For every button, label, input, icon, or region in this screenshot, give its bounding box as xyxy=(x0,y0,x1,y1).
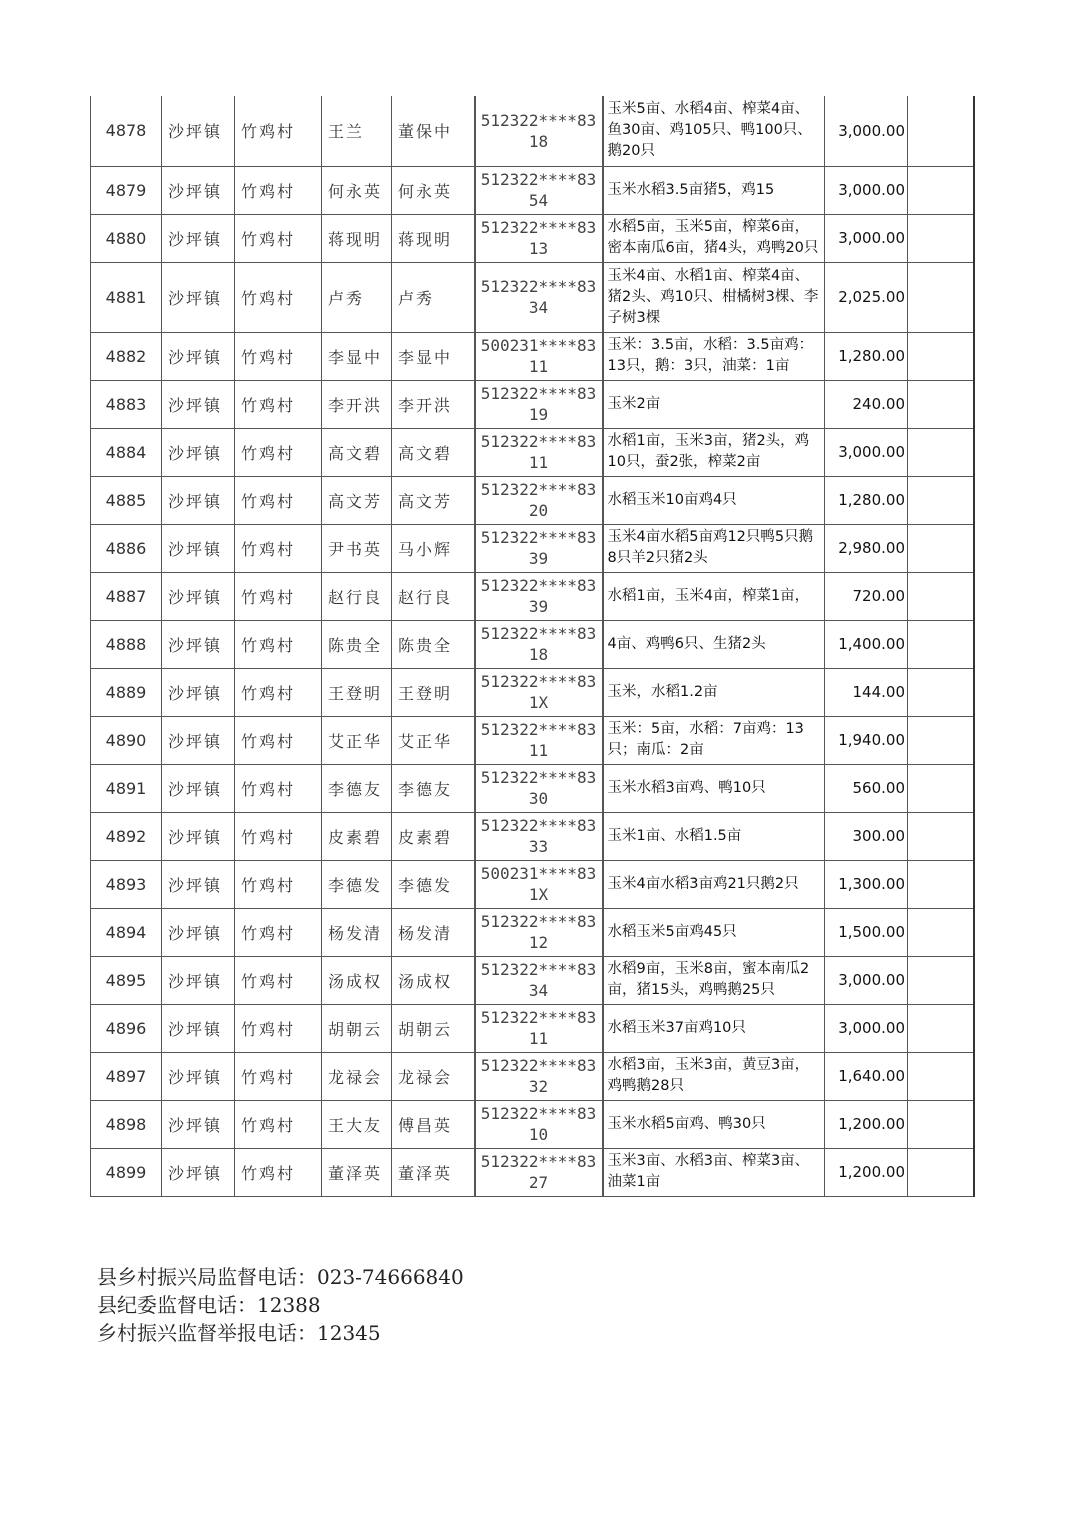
recipient-name-cell: 李德友 xyxy=(322,764,392,812)
table-row xyxy=(91,572,974,620)
recipient-name-cell: 李开洪 xyxy=(322,380,392,428)
row-index: 4889 xyxy=(91,668,162,716)
remarks-cell xyxy=(908,716,974,764)
householder-cell: 高文碧 xyxy=(392,428,475,476)
recipient-name-cell: 艾正华 xyxy=(322,716,392,764)
township-cell: 沙坪镇 xyxy=(162,812,235,860)
recipient-name-cell: 李德发 xyxy=(322,860,392,908)
id-number-line1: 512322****83 xyxy=(480,432,597,451)
householder-cell: 杨发清 xyxy=(392,908,475,956)
remarks-cell xyxy=(908,380,974,428)
subsidy-amount-cell: 144.00 xyxy=(825,668,908,716)
village-cell: 竹鸡村 xyxy=(235,524,322,572)
row-index: 4898 xyxy=(91,1100,162,1148)
id-number-line2: 19 xyxy=(528,405,549,424)
table-row xyxy=(91,860,974,908)
householder-cell: 陈贵全 xyxy=(392,620,475,668)
township-cell: 沙坪镇 xyxy=(162,214,235,262)
subsidy-amount-cell: 3,000.00 xyxy=(825,214,908,262)
township-cell: 沙坪镇 xyxy=(162,860,235,908)
remarks-cell xyxy=(908,262,974,332)
id-number-cell xyxy=(475,96,603,166)
recipient-name-cell: 陈贵全 xyxy=(322,620,392,668)
remarks-cell xyxy=(908,428,974,476)
id-number-line1: 512322****83 xyxy=(480,1104,597,1123)
village-cell: 竹鸡村 xyxy=(235,812,322,860)
id-number-cell xyxy=(475,620,603,668)
id-number-cell xyxy=(475,524,603,572)
id-number-cell xyxy=(475,956,603,1004)
report-hotline-phone: 乡村振兴监督举报电话：12345 xyxy=(97,1321,381,1345)
recipient-name-cell: 蒋现明 xyxy=(322,214,392,262)
recipient-name-cell: 董泽英 xyxy=(322,1148,392,1196)
id-number-line1: 512322****83 xyxy=(480,816,597,835)
township-cell: 沙坪镇 xyxy=(162,764,235,812)
village-cell: 竹鸡村 xyxy=(235,620,322,668)
id-number-line2: 18 xyxy=(528,645,549,664)
householder-cell: 马小辉 xyxy=(392,524,475,572)
id-number-line1: 512322****83 xyxy=(480,480,597,499)
householder-cell: 胡朝云 xyxy=(392,1004,475,1052)
id-number-line1: 512322****83 xyxy=(480,170,597,189)
supervision-contacts xyxy=(97,1263,464,1347)
subsidy-amount-cell: 1,200.00 xyxy=(825,1100,908,1148)
id-number-line1: 512322****83 xyxy=(480,960,597,979)
recipient-name-cell: 王登明 xyxy=(322,668,392,716)
householder-cell: 蒋现明 xyxy=(392,214,475,262)
table-row xyxy=(91,1148,974,1196)
production-description-cell: 玉米水稻3.5亩猪5，鸡15 xyxy=(603,166,825,214)
village-cell: 竹鸡村 xyxy=(235,166,322,214)
id-number-line2: 20 xyxy=(528,501,549,520)
subsidy-amount-cell: 1,300.00 xyxy=(825,860,908,908)
id-number-cell xyxy=(475,716,603,764)
production-description-cell: 玉米，水稻1.2亩 xyxy=(603,668,825,716)
village-cell: 竹鸡村 xyxy=(235,262,322,332)
row-index: 4893 xyxy=(91,860,162,908)
householder-cell: 李德发 xyxy=(392,860,475,908)
row-index: 4881 xyxy=(91,262,162,332)
recipient-name-cell: 高文芳 xyxy=(322,476,392,524)
table-row xyxy=(91,262,974,332)
production-description-cell: 玉米水稻5亩鸡、鸭30只 xyxy=(603,1100,825,1148)
id-number-line2: 10 xyxy=(528,1125,549,1144)
id-number-cell xyxy=(475,1052,603,1100)
table-row xyxy=(91,524,974,572)
id-number-line1: 512322****83 xyxy=(480,110,597,130)
table-row xyxy=(91,716,974,764)
production-description-cell: 水稻1亩，玉米4亩，榨菜1亩， xyxy=(603,572,825,620)
remarks-cell xyxy=(908,668,974,716)
subsidy-amount-cell: 2,980.00 xyxy=(825,524,908,572)
id-number-line1: 512322****83 xyxy=(480,672,597,691)
row-index: 4885 xyxy=(91,476,162,524)
row-index: 4899 xyxy=(91,1148,162,1196)
table-row xyxy=(91,908,974,956)
rural-revitalization-bureau-phone: 县乡村振兴局监督电话：023-74666840 xyxy=(97,1265,464,1289)
row-index: 4887 xyxy=(91,572,162,620)
table-row xyxy=(91,1004,974,1052)
village-cell: 竹鸡村 xyxy=(235,96,322,166)
table-row xyxy=(91,476,974,524)
id-number-line2: 33 xyxy=(528,837,549,856)
table-row xyxy=(91,812,974,860)
remarks-cell xyxy=(908,956,974,1004)
id-number-line2: 32 xyxy=(528,1077,549,1096)
remarks-cell xyxy=(908,764,974,812)
id-number-line1: 500231****83 xyxy=(480,864,597,883)
remarks-cell xyxy=(908,332,974,380)
id-number-cell xyxy=(475,262,603,332)
township-cell: 沙坪镇 xyxy=(162,96,235,166)
id-number-cell xyxy=(475,1100,603,1148)
township-cell: 沙坪镇 xyxy=(162,380,235,428)
id-number-line2: 39 xyxy=(528,549,549,568)
householder-cell: 王登明 xyxy=(392,668,475,716)
township-cell: 沙坪镇 xyxy=(162,524,235,572)
village-cell: 竹鸡村 xyxy=(235,572,322,620)
id-number-line1: 512322****83 xyxy=(480,624,597,643)
subsidy-amount-cell: 560.00 xyxy=(825,764,908,812)
township-cell: 沙坪镇 xyxy=(162,428,235,476)
subsidy-amount-cell: 1,500.00 xyxy=(825,908,908,956)
id-number-cell xyxy=(475,166,603,214)
id-number-cell xyxy=(475,668,603,716)
householder-cell: 董泽英 xyxy=(392,1148,475,1196)
village-cell: 竹鸡村 xyxy=(235,332,322,380)
remarks-cell xyxy=(908,166,974,214)
township-cell: 沙坪镇 xyxy=(162,620,235,668)
remarks-cell xyxy=(908,860,974,908)
id-number-cell xyxy=(475,476,603,524)
remarks-cell xyxy=(908,572,974,620)
subsidy-amount-cell: 3,000.00 xyxy=(825,96,908,166)
id-number-line2: 18 xyxy=(528,131,549,151)
householder-cell: 高文芳 xyxy=(392,476,475,524)
production-description-cell: 水稻5亩，玉米5亩，榨菜6亩，密本南瓜6亩，猪4头，鸡鸭20只 xyxy=(603,214,825,262)
householder-cell: 卢秀 xyxy=(392,262,475,332)
remarks-cell xyxy=(908,96,974,166)
id-number-line2: 1X xyxy=(528,693,549,712)
township-cell: 沙坪镇 xyxy=(162,332,235,380)
remarks-cell xyxy=(908,1100,974,1148)
production-description-cell: 玉米2亩 xyxy=(603,380,825,428)
village-cell: 竹鸡村 xyxy=(235,908,322,956)
id-number-cell xyxy=(475,332,603,380)
subsidy-amount-cell: 3,000.00 xyxy=(825,428,908,476)
recipient-name-cell: 胡朝云 xyxy=(322,1004,392,1052)
subsidy-amount-cell: 1,640.00 xyxy=(825,1052,908,1100)
table-row xyxy=(91,166,974,214)
village-cell: 竹鸡村 xyxy=(235,476,322,524)
remarks-cell xyxy=(908,524,974,572)
village-cell: 竹鸡村 xyxy=(235,1100,322,1148)
township-cell: 沙坪镇 xyxy=(162,1052,235,1100)
remarks-cell xyxy=(908,1004,974,1052)
village-cell: 竹鸡村 xyxy=(235,764,322,812)
id-number-line2: 11 xyxy=(528,741,549,760)
householder-cell: 李显中 xyxy=(392,332,475,380)
row-index: 4878 xyxy=(91,96,162,166)
production-description-cell: 水稻玉米37亩鸡10只 xyxy=(603,1004,825,1052)
recipient-name-cell: 赵行良 xyxy=(322,572,392,620)
production-description-cell: 4亩、鸡鸭6只、生猪2头 xyxy=(603,620,825,668)
id-number-cell xyxy=(475,908,603,956)
village-cell: 竹鸡村 xyxy=(235,214,322,262)
id-number-line2: 39 xyxy=(528,597,549,616)
id-number-line2: 11 xyxy=(528,453,549,472)
row-index: 4880 xyxy=(91,214,162,262)
table-row xyxy=(91,1100,974,1148)
id-number-line1: 512322****83 xyxy=(480,1056,597,1075)
subsidy-amount-cell: 1,280.00 xyxy=(825,476,908,524)
householder-cell: 董保中 xyxy=(392,96,475,166)
id-number-line2: 30 xyxy=(528,789,549,808)
production-description-cell: 玉米4亩水稻5亩鸡12只鸭5只鹅8只羊2只猪2头 xyxy=(603,524,825,572)
remarks-cell xyxy=(908,620,974,668)
township-cell: 沙坪镇 xyxy=(162,572,235,620)
production-description-cell: 水稻玉米10亩鸡4只 xyxy=(603,476,825,524)
id-number-cell xyxy=(475,1148,603,1196)
village-cell: 竹鸡村 xyxy=(235,428,322,476)
recipient-name-cell: 卢秀 xyxy=(322,262,392,332)
production-description-cell: 水稻9亩，玉米8亩，蜜本南瓜2亩，猪15头，鸡鸭鹅25只 xyxy=(603,956,825,1004)
production-description-cell: 玉米：3.5亩，水稻：3.5亩鸡：13只，鹅：3只，油菜：1亩 xyxy=(603,332,825,380)
production-description-cell: 水稻1亩，玉米3亩，猪2头，鸡10只，蚕2张，榨菜2亩 xyxy=(603,428,825,476)
township-cell: 沙坪镇 xyxy=(162,668,235,716)
subsidy-amount-cell: 1,400.00 xyxy=(825,620,908,668)
id-number-line1: 512322****83 xyxy=(480,1152,597,1171)
remarks-cell xyxy=(908,1148,974,1196)
production-description-cell: 水稻玉米5亩鸡45只 xyxy=(603,908,825,956)
householder-cell: 傅昌英 xyxy=(392,1100,475,1148)
table-row xyxy=(91,1052,974,1100)
householder-cell: 李德友 xyxy=(392,764,475,812)
village-cell: 竹鸡村 xyxy=(235,716,322,764)
village-cell: 竹鸡村 xyxy=(235,1052,322,1100)
production-description-cell: 玉米4亩水稻3亩鸡21只鹅2只 xyxy=(603,860,825,908)
subsidy-table-body xyxy=(91,96,974,1196)
discipline-commission-phone: 县纪委监督电话：12388 xyxy=(97,1293,321,1317)
subsidy-amount-cell: 3,000.00 xyxy=(825,166,908,214)
id-number-line1: 512322****83 xyxy=(480,912,597,931)
id-number-line1: 512322****83 xyxy=(480,720,597,739)
table-row xyxy=(91,956,974,1004)
table-row xyxy=(91,332,974,380)
row-index: 4896 xyxy=(91,1004,162,1052)
recipient-name-cell: 杨发清 xyxy=(322,908,392,956)
row-index: 4890 xyxy=(91,716,162,764)
id-number-line1: 512322****83 xyxy=(480,768,597,787)
householder-cell: 赵行良 xyxy=(392,572,475,620)
village-cell: 竹鸡村 xyxy=(235,860,322,908)
village-cell: 竹鸡村 xyxy=(235,1148,322,1196)
row-index: 4894 xyxy=(91,908,162,956)
recipient-name-cell: 王兰 xyxy=(322,96,392,166)
table-row xyxy=(91,668,974,716)
production-description-cell: 玉米水稻3亩鸡、鸭10只 xyxy=(603,764,825,812)
householder-cell: 何永英 xyxy=(392,166,475,214)
id-number-line2: 12 xyxy=(528,933,549,952)
id-number-line2: 11 xyxy=(528,1029,549,1048)
row-index: 4882 xyxy=(91,332,162,380)
householder-cell: 龙禄会 xyxy=(392,1052,475,1100)
village-cell: 竹鸡村 xyxy=(235,380,322,428)
id-number-cell xyxy=(475,380,603,428)
township-cell: 沙坪镇 xyxy=(162,1004,235,1052)
table-row xyxy=(91,620,974,668)
subsidy-amount-cell: 1,200.00 xyxy=(825,1148,908,1196)
row-index: 4883 xyxy=(91,380,162,428)
id-number-cell xyxy=(475,428,603,476)
id-number-line2: 11 xyxy=(528,357,549,376)
id-number-line2: 13 xyxy=(528,239,549,258)
township-cell: 沙坪镇 xyxy=(162,262,235,332)
subsidy-amount-cell: 1,940.00 xyxy=(825,716,908,764)
subsidy-amount-cell: 3,000.00 xyxy=(825,956,908,1004)
recipient-name-cell: 王大友 xyxy=(322,1100,392,1148)
township-cell: 沙坪镇 xyxy=(162,1148,235,1196)
table-row xyxy=(91,764,974,812)
subsidy-table xyxy=(90,96,975,1197)
householder-cell: 艾正华 xyxy=(392,716,475,764)
remarks-cell xyxy=(908,908,974,956)
row-index: 4886 xyxy=(91,524,162,572)
township-cell: 沙坪镇 xyxy=(162,716,235,764)
township-cell: 沙坪镇 xyxy=(162,1100,235,1148)
id-number-line1: 512322****83 xyxy=(480,528,597,547)
id-number-line1: 512322****83 xyxy=(480,384,597,403)
subsidy-amount-cell: 2,025.00 xyxy=(825,262,908,332)
id-number-line1: 512322****83 xyxy=(480,218,597,237)
table-row xyxy=(91,428,974,476)
row-index: 4884 xyxy=(91,428,162,476)
id-number-line2: 34 xyxy=(528,981,549,1000)
id-number-line1: 512322****83 xyxy=(480,1008,597,1027)
id-number-cell xyxy=(475,572,603,620)
id-number-line2: 54 xyxy=(528,191,549,210)
id-number-cell xyxy=(475,1004,603,1052)
remarks-cell xyxy=(908,214,974,262)
row-index: 4888 xyxy=(91,620,162,668)
table-row xyxy=(91,214,974,262)
table-row xyxy=(91,96,974,166)
id-number-line2: 1X xyxy=(528,885,549,904)
householder-cell: 皮素碧 xyxy=(392,812,475,860)
production-description-cell: 玉米：5亩，水稻：7亩鸡：13只；南瓜：2亩 xyxy=(603,716,825,764)
row-index: 4892 xyxy=(91,812,162,860)
id-number-line1: 500231****83 xyxy=(480,336,597,355)
row-index: 4895 xyxy=(91,956,162,1004)
subsidy-amount-cell: 300.00 xyxy=(825,812,908,860)
id-number-line2: 34 xyxy=(528,298,549,317)
householder-cell: 汤成权 xyxy=(392,956,475,1004)
production-description-cell: 水稻3亩，玉米3亩，黄豆3亩，鸡鸭鹅28只 xyxy=(603,1052,825,1100)
row-index: 4879 xyxy=(91,166,162,214)
recipient-name-cell: 高文碧 xyxy=(322,428,392,476)
township-cell: 沙坪镇 xyxy=(162,908,235,956)
production-description-cell: 玉米3亩、水稻3亩、榨菜3亩、油菜1亩 xyxy=(603,1148,825,1196)
id-number-cell xyxy=(475,812,603,860)
subsidy-amount-cell: 720.00 xyxy=(825,572,908,620)
village-cell: 竹鸡村 xyxy=(235,668,322,716)
subsidy-amount-cell: 3,000.00 xyxy=(825,1004,908,1052)
recipient-name-cell: 李显中 xyxy=(322,332,392,380)
id-number-cell xyxy=(475,860,603,908)
subsidy-amount-cell: 1,280.00 xyxy=(825,332,908,380)
id-number-line1: 512322****83 xyxy=(480,576,597,595)
township-cell: 沙坪镇 xyxy=(162,956,235,1004)
township-cell: 沙坪镇 xyxy=(162,166,235,214)
row-index: 4891 xyxy=(91,764,162,812)
table-row xyxy=(91,380,974,428)
recipient-name-cell: 尹书英 xyxy=(322,524,392,572)
township-cell: 沙坪镇 xyxy=(162,476,235,524)
production-description-cell: 玉米4亩、水稻1亩、榨菜4亩、猪2头、鸡10只、柑橘树3棵、李子树3棵 xyxy=(603,262,825,332)
village-cell: 竹鸡村 xyxy=(235,956,322,1004)
id-number-line2: 27 xyxy=(528,1173,549,1192)
remarks-cell xyxy=(908,476,974,524)
recipient-name-cell: 汤成权 xyxy=(322,956,392,1004)
subsidy-amount-cell: 240.00 xyxy=(825,380,908,428)
remarks-cell xyxy=(908,1052,974,1100)
id-number-cell xyxy=(475,214,603,262)
householder-cell: 李开洪 xyxy=(392,380,475,428)
production-description-cell: 玉米1亩、水稻1.5亩 xyxy=(603,812,825,860)
production-description-cell: 玉米5亩、水稻4亩、榨菜4亩、鱼30亩、鸡105只、鸭100只、鹅20只 xyxy=(603,96,825,166)
recipient-name-cell: 何永英 xyxy=(322,166,392,214)
id-number-line1: 512322****83 xyxy=(480,277,597,296)
recipient-name-cell: 皮素碧 xyxy=(322,812,392,860)
recipient-name-cell: 龙禄会 xyxy=(322,1052,392,1100)
row-index: 4897 xyxy=(91,1052,162,1100)
id-number-cell xyxy=(475,764,603,812)
remarks-cell xyxy=(908,812,974,860)
village-cell: 竹鸡村 xyxy=(235,1004,322,1052)
